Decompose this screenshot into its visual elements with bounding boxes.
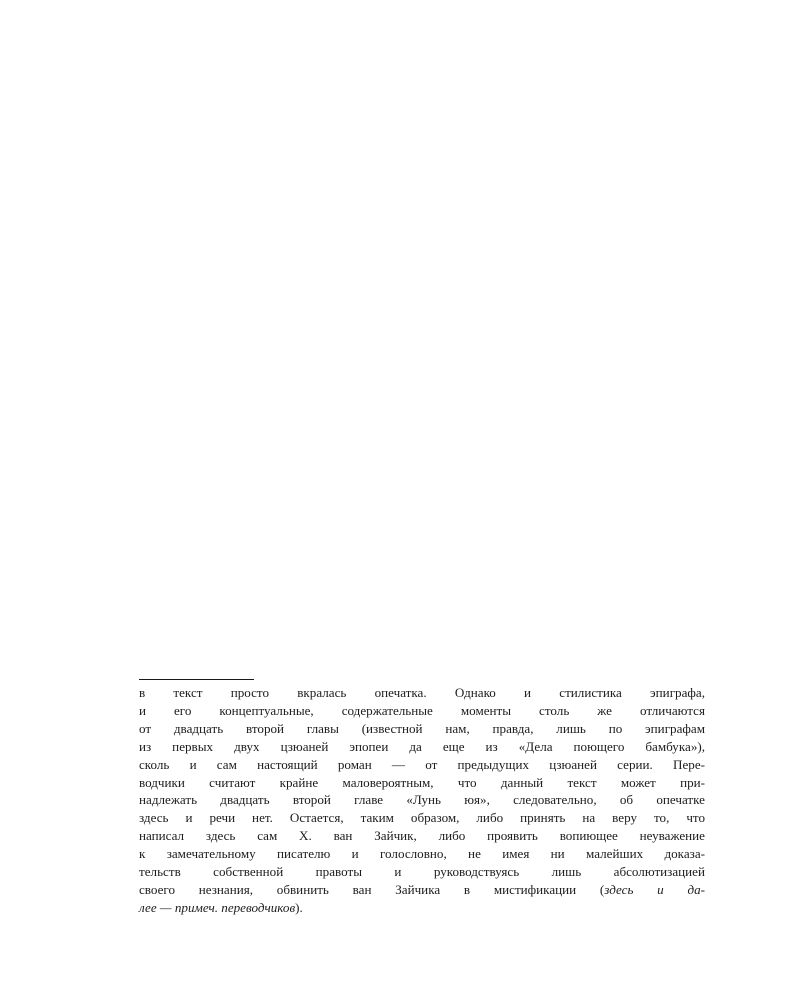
footnote-line: тельств собственной правоты и руководствуясь лишь абсолютизацией [139, 864, 705, 880]
footnote-line: от двадцать второй главы (известной нам, правда, лишь по эпиграфам [139, 720, 705, 736]
footnote-text [139, 684, 705, 917]
footnote-line: написал здесь сам Х. ван Зайчик, либо проявить вопиющее неуважение [139, 828, 705, 844]
footnote-line-text: своего незнания, обвинить ван Зайчика в мистификации ( [139, 881, 605, 897]
footnote-line: надлежать двадцать второй главе «Лунь юя», следовательно, об опечатке [139, 792, 705, 808]
footnote-italic-text: здесь и да- [604, 881, 705, 897]
footnote-line: из первых двух цзюаней эпопеи да еще из «Дела поющего бамбука»), [139, 738, 705, 754]
footnote-line [139, 881, 705, 899]
footnote-line-text: ). [295, 899, 303, 915]
footnote-line: здесь и речи нет. Остается, таким образом, либо принять на веру то, что [139, 810, 705, 826]
footnote-line: сколь и сам настоящий роман — от предыдущих цзюаней серии. Пере- [139, 756, 705, 772]
footnote-line: водчики считают крайне маловероятным, что данный текст может при- [139, 774, 705, 790]
footnote-line [139, 899, 705, 917]
footnote-italic-text: лее — примеч. переводчиков [139, 899, 296, 915]
footnote-separator [139, 679, 254, 680]
footnote-line: к замечательному писателю и голословно, не имея ни малейших доказа- [139, 846, 705, 862]
footnote-line: и его концептуальные, содержательные моменты столь же отличаются [139, 702, 705, 718]
footnote-line: в текст просто вкралась опечатка. Однако и стилистика эпиграфа, [139, 685, 705, 700]
